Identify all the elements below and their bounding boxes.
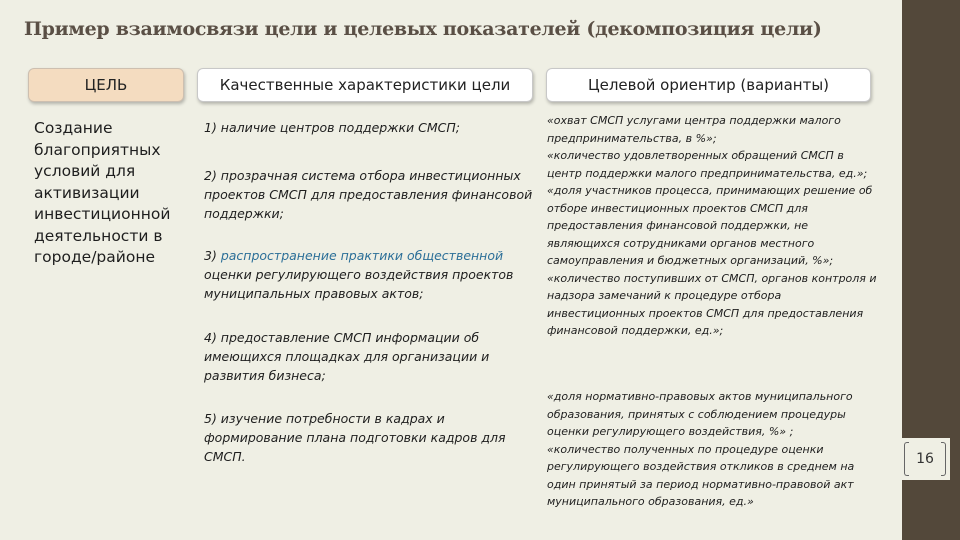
target-item-4: «количество поступивших от СМСП, органов контроля и надзора замечаний к процедуре отбора инвестиционных проектов СМСП для предоставления финансовой поддержки, ед.»; [547,271,877,337]
page-number-box [900,438,950,480]
target-item-2: «количество удовлетворенных обращений СМСП в центр поддержки малого предпринимательства, ед.»; [547,149,868,180]
qualitative-item-3-prefix: 3) [204,248,221,263]
goal-text: Создание благоприятных условий для активизации инвестиционной деятельности в городе/районе [34,119,171,266]
target-item-5: «доля нормативно-правовых актов муниципального образования, принятых с соблюдением процедуры оценки регулирующего воздействия, %» ; [547,390,853,438]
qualitative-item-2: 2) прозрачная система отбора инвестиционных проектов СМСП для предоставления финансовой поддержки; [204,168,533,221]
target-list-2 [547,388,879,511]
qualitative-item-3-highlight: распространение практики общественной [220,248,504,263]
target-list-1 [547,112,879,340]
slide-title: Пример взаимосвязи цели и целевых показателей (декомпозиция цели) [24,18,822,40]
qualitative-item-3-rest: оценки регулирующего воздействия проектов муниципальных правовых актов; [204,267,514,301]
target-header: Целевой ориентир (варианты) [546,68,871,102]
target-item-1: «охват СМСП услугами центра поддержки малого предпринимательства, в %»; [547,114,841,145]
goal-header: ЦЕЛЬ [28,68,184,102]
right-bracket-icon [941,442,946,476]
qualitative-header: Качественные характеристики цели [197,68,533,102]
target-item-3: «доля участников процесса, принимающих решение об отборе инвестиционных проектов СМСП для предоставления финансовой поддержки, не являющихся сотрудниками органов местного самоуправления и бюджетных организаций, %»; [547,184,873,267]
qualitative-item-5: 5) изучение потребности в кадрах и формирование плана подготовки кадров для СМСП. [204,411,506,464]
qualitative-item-1: 1) наличие центров поддержки СМСП; [204,120,460,135]
left-bracket-icon [904,442,909,476]
page-number: 16 [916,451,934,467]
qualitative-item-4: 4) предоставление СМСП информации об имеющихся площадках для организации и развития бизнеса; [204,330,490,383]
target-item-6: «количество полученных по процедуре оценки регулирующего воздействия откликов в среднем на один принятый за период нормативно-правовой акт муниципального образования, ед.» [547,442,855,508]
qualitative-item-3 [204,246,534,303]
